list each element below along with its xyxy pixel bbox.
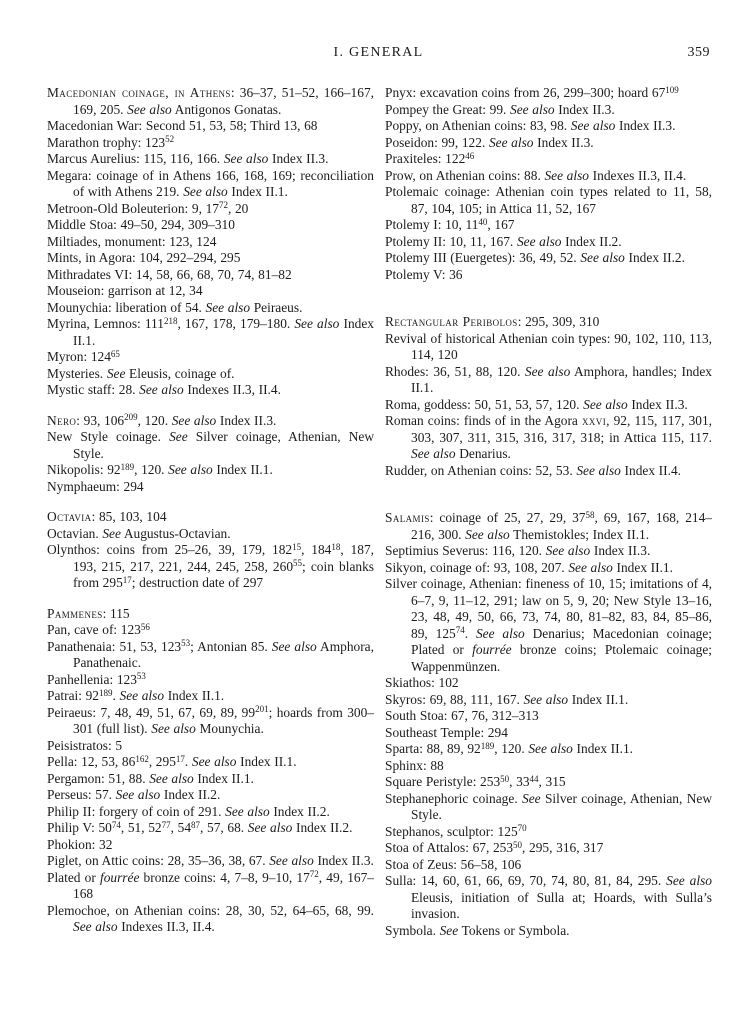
index-section (47, 509, 374, 592)
index-section (47, 85, 374, 399)
index-entry: Macedonian War: Second 51, 53, 58; Third 13, 68 (47, 118, 318, 133)
index-entry: Olynthos: coins from 25–26, 39, 179, $182^{15}$, $184^{18}$, 187, 193, 215, 217, 221, 244, 245, 258, $260^{55}$; coin blanks from $295^{17}$; destruction date of 297 (47, 541, 375, 590)
index-entry: Phokion: 32 (47, 836, 113, 852)
index-entry: Macedonian coinage, in Athens: 36–37, 51–52, 166–167, 169, 205. See also Antigonos Gonatas. (47, 85, 374, 117)
page-number: 359 (687, 45, 710, 60)
index-entry: Pompey the Great: 99. See also Index II.3. (385, 101, 615, 117)
index-entry: Perseus: 57. See also Index II.2. (47, 787, 221, 802)
index-entry: Rudder, on Athenian coins: 52, 53. See also Index II.4. (385, 462, 681, 478)
index-entry: Sulla: 14, 60, 61, 66, 69, 70, 74, 80, 81, 84, 295. See also Eleusis, initiation of Sulla at; Hoards, with Sulla’s invasion. (385, 873, 712, 921)
index-column-left (47, 85, 374, 936)
index-entry: Roman coins: finds of in the Agora xxvi, 92, 115, 117, 301, 303, 307, 311, 315, 316, 317, 318; in Attica 115, 117. See also Denarius. (385, 413, 713, 461)
index-entry: South Stoa: 67, 76, 312–313 (385, 708, 539, 723)
index-entry: Septimius Severus: 116, 120. See also Index II.3. (385, 543, 651, 558)
index-column-right (385, 85, 712, 939)
index-entry: Ptolemy V: 36 (385, 266, 463, 282)
index-entry: Pella: 12, 53, $86^{162}$, $295^{17}$. See also Index II.1. (47, 753, 297, 769)
index-entry: Philip V: $50^{74}$, 51, $52^{77}$, $54^{87}$, 57, 68. See also Index II.2. (47, 819, 353, 835)
index-entry: Skiathos: 102 (385, 675, 459, 690)
index-section (385, 314, 712, 479)
index-entry: Ptolemaic coinage: Athenian coin types related to 11, 58, 87, 104, 105; in Attica 11, 52, 167 (385, 184, 712, 216)
index-entry: Metroon-Old Boleuterion: 9, $17^{72}$, 20 (47, 200, 249, 216)
index-entry: Middle Stoa: 49–50, 294, 309–310 (47, 217, 235, 232)
index-section (47, 606, 374, 936)
index-entry: Roma, goddess: 50, 51, 53, 57, 120. See also Index II.3. (385, 396, 688, 412)
index-entry: Pammenes: 115 (47, 605, 130, 621)
index-entry: Silver coinage, Athenian: fineness of 10, 15; imitations of 4, 6–7, 9, 11–12, 291; law on 5, 9, 20; New Style 13–16, 23, 48, 49, 50, 66, 73, 74, 80, 81–82, 83, 84, 85–86, 89, $125^{74}$. See also Denarius; Macedonian coinage; Plated or fourrée bronze coins; Ptolemaic coinage; Wappenmünzen. (385, 576, 712, 674)
index-entry: Piglet, on Attic coins: 28, 35–36, 38, 67. See also Index II.3. (47, 853, 374, 868)
index-entry: Mystic staff: 28. See also Indexes II.3, II.4. (47, 382, 281, 397)
index-entry: Nero: 93, $106^{209}$, 120. See also Index II.3. (47, 412, 277, 428)
index-entry: Octavian. See Augustus-Octavian. (47, 525, 231, 541)
index-entry: Marcus Aurelius: 115, 116, 166. See also Index II.3. (47, 151, 329, 166)
index-entry: Mints, in Agora: 104, 292–294, 295 (47, 250, 241, 265)
index-entry: Sphinx: 88 (385, 757, 444, 773)
index-entry: Square Peristyle: $253^{50}$, $33^{44}$, 315 (385, 773, 566, 789)
index-entry: Nikopolis: $92^{189}$, 120. See also Index II.1. (47, 461, 273, 477)
index-entry: Ptolemy III (Euergetes): 36, 49, 52. See also Index II.2. (385, 250, 685, 265)
index-entry: New Style coinage. See Silver coinage, Athenian, New Style. (47, 429, 374, 461)
index-entry: Myron: $124^{65}$ (47, 348, 120, 364)
index-entry: Pan, cave of: $123^{56}$ (47, 621, 150, 637)
index-entry: Skyros: 69, 88, 111, 167. See also Index II.1. (385, 691, 629, 707)
index-entry: Stoa of Zeus: 56–58, 106 (385, 856, 522, 872)
index-entry: Stoa of Attalos: 67, $253^{50}$, 295, 316, 317 (385, 839, 604, 855)
index-entry: Southeast Temple: 294 (385, 724, 508, 740)
index-entry: Sikyon, coinage of: 93, 108, 207. See also Index II.1. (385, 559, 673, 575)
index-entry: Praxiteles: $122^{46}$ (385, 150, 475, 166)
index-entry: Nymphaeum: 294 (47, 478, 144, 494)
index-entry: Pergamon: 51, 88. See also Index II.1. (47, 770, 254, 786)
index-entry: Plated or fourrée bronze coins: 4, 7–8, 9–10, $17^{72}$, 49, 167–168 (47, 869, 374, 901)
index-entry: Rectangular Peribolos: 295, 309, 310 (385, 314, 600, 329)
index-entry: Poseidon: 99, 122. See also Index II.3. (385, 134, 594, 150)
index-entry: Sparta: 88, 89, $92^{189}$, 120. See also Index II.1. (385, 740, 633, 756)
index-section (385, 510, 712, 939)
running-title: I. GENERAL (333, 45, 424, 60)
index-entry: Mouseion: garrison at 12, 34 (47, 283, 203, 298)
index-entry: Stephanos, sculptor: $125^{70}$ (385, 823, 527, 839)
index-entry: Mysteries. See Eleusis, coinage of. (47, 365, 235, 381)
index-entry: Panhellenia: $123^{53}$ (47, 671, 146, 687)
index-entry: Stephanephoric coinage. See Silver coinage, Athenian, New Style. (385, 790, 712, 822)
index-entry: Megara: coinage of in Athens 166, 168, 169; reconciliation of with Athens 219. See also Index II.1. (47, 167, 374, 199)
index-entry: Peiraeus: 7, 48, 49, 51, 67, 69, 89, $99^{201}$; hoards from 300–301 (full list). See also Mounychia. (47, 704, 374, 736)
index-entry: Salamis: coinage of 25, 27, 29, $37^{58}$, 69, 167, 168, 214–216, 300. See also Themistokles; Index II.1. (385, 509, 712, 542)
index-entry: Mounychia: liberation of 54. See also Peiraeus. (47, 299, 303, 315)
index-entry: Marathon trophy: $123^{52}$ (47, 134, 175, 150)
index-entry: Revival of historical Athenian coin types: 90, 102, 110, 113, 114, 120 (385, 330, 712, 362)
index-entry: Poppy, on Athenian coins: 83, 98. See also Index II.3. (385, 118, 676, 133)
index-entry: Pnyx: excavation coins from 26, 299–300; hoard $67^{109}$ (385, 84, 679, 100)
index-entry: Patrai: $92^{189}$. See also Index II.1. (47, 687, 225, 703)
index-entry: Rhodes: 36, 51, 88, 120. See also Amphora, handles; Index II.1. (385, 363, 712, 395)
page-header (47, 0, 710, 61)
index-entry: Panathenaia: 51, 53, $123^{53}$; Antonian 85. See also Amphora, Panathenaic. (47, 638, 374, 670)
index-entry: Ptolemy I: 10, $11^{40}$, 167 (385, 216, 515, 232)
index-entry: Symbola. See Tokens or Symbola. (385, 922, 570, 938)
index-entry: Ptolemy II: 10, 11, 167. See also Index II.2. (385, 233, 622, 249)
index-entry: Mithradates VI: 14, 58, 66, 68, 70, 74, 81–82 (47, 266, 292, 282)
index-columns (47, 85, 712, 939)
index-entry: Plemochoe, on Athenian coins: 28, 30, 52, 64–65, 68, 99. See also Indexes II.3, II.4. (47, 902, 374, 934)
index-section (47, 413, 374, 496)
index-section (385, 85, 712, 283)
index-entry: Miltiades, monument: 123, 124 (47, 233, 217, 249)
index-entry: Peisistratos: 5 (47, 737, 123, 753)
index-entry: Philip II: forgery of coin of 291. See also Index II.2. (47, 803, 330, 819)
index-entry: Myrina, Lemnos: $111^{218}$, 167, 178, 179–180. See also Index II.1. (47, 315, 374, 348)
index-entry: Prow, on Athenian coins: 88. See also Indexes II.3, II.4. (385, 167, 687, 183)
index-entry: Octavia: 85, 103, 104 (47, 509, 167, 524)
